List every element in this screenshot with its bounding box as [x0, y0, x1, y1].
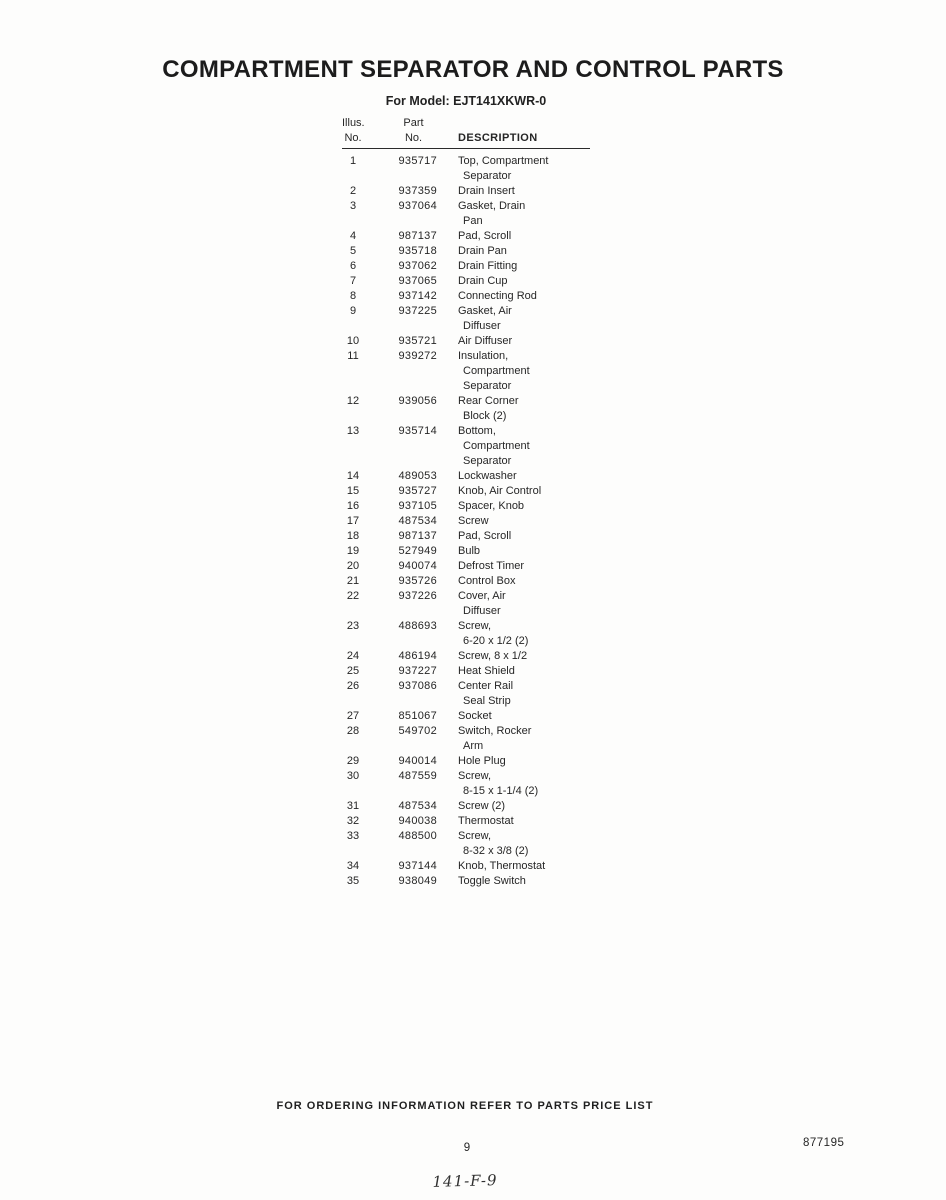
- table-row: [342, 844, 590, 859]
- table-row: [342, 754, 590, 769]
- table-row: [342, 484, 590, 499]
- table-row: [342, 649, 590, 664]
- part-no-cell: [364, 364, 437, 379]
- table-row: [342, 784, 590, 799]
- illus-no-cell: 28: [346, 725, 360, 737]
- table-row: [342, 499, 590, 514]
- part-no-cell: 488693: [398, 620, 437, 632]
- part-no-cell: 937359: [398, 185, 437, 197]
- illus-no-cell: 23: [346, 620, 360, 632]
- table-row: [342, 349, 590, 364]
- description-cell: Compartment: [463, 365, 530, 377]
- part-no-cell: 937065: [398, 275, 437, 287]
- part-no-cell: 987137: [398, 530, 437, 542]
- table-row: [342, 544, 590, 559]
- part-no-cell: [364, 439, 437, 454]
- table-row: [342, 739, 590, 754]
- part-no-header: Part: [403, 117, 424, 129]
- description-cell: Insulation,: [458, 350, 509, 362]
- table-row: [342, 589, 590, 604]
- description-cell: Pan: [463, 215, 483, 227]
- part-no-cell: [364, 844, 437, 859]
- table-header: [342, 116, 590, 149]
- description-cell: Pad, Scroll: [458, 230, 512, 242]
- description-cell: Gasket, Air: [458, 305, 512, 317]
- part-no-cell: 935726: [398, 575, 437, 587]
- description-cell: Pad, Scroll: [458, 530, 512, 542]
- illus-no-cell: 16: [346, 500, 360, 512]
- table-row: [342, 409, 590, 424]
- table-header-row-1: [342, 116, 590, 131]
- illus-no-cell: 1: [349, 155, 357, 167]
- description-cell: Screw,: [458, 620, 492, 632]
- table-row: [342, 469, 590, 484]
- table-row: [342, 424, 590, 439]
- part-no-header-line2: No.: [404, 132, 423, 144]
- table-row: [342, 514, 590, 529]
- part-no-cell: 549702: [398, 725, 437, 737]
- illus-no-cell: 29: [346, 755, 360, 767]
- description-cell: Top, Compartment: [458, 155, 549, 167]
- description-cell: Center Rail: [458, 680, 514, 692]
- table-row: [342, 154, 590, 169]
- illus-no-cell: 14: [346, 470, 360, 482]
- table-row: [342, 604, 590, 619]
- table-row: [342, 379, 590, 394]
- illus-no-cell: 22: [346, 590, 360, 602]
- part-no-cell: 487559: [398, 770, 437, 782]
- part-no-cell: 935721: [398, 335, 437, 347]
- part-no-cell: 937105: [398, 500, 437, 512]
- table-row: [342, 259, 590, 274]
- table-row: [342, 394, 590, 409]
- table-row: [342, 709, 590, 724]
- description-cell: Bottom,: [458, 425, 496, 437]
- illus-no-cell: 5: [349, 245, 357, 257]
- illus-no-cell: 30: [346, 770, 360, 782]
- illus-no-cell: 26: [346, 680, 360, 692]
- part-no-cell: 935714: [398, 425, 437, 437]
- part-no-cell: [364, 379, 437, 394]
- illus-no-cell: 17: [346, 515, 360, 527]
- description-cell: Compartment: [463, 440, 530, 452]
- description-cell: Screw,: [458, 770, 492, 782]
- illus-no-cell: 35: [346, 875, 360, 887]
- part-no-cell: 940014: [398, 755, 437, 767]
- description-cell: Screw (2): [458, 800, 506, 812]
- part-no-cell: 488500: [398, 830, 437, 842]
- part-no-cell: 940074: [398, 560, 437, 572]
- part-no-cell: [364, 454, 437, 469]
- table-row: [342, 619, 590, 634]
- illus-no-cell: [342, 694, 364, 709]
- illus-no-cell: 15: [346, 485, 360, 497]
- part-no-cell: 935717: [398, 155, 437, 167]
- part-no-cell: 935727: [398, 485, 437, 497]
- illus-no-cell: 33: [346, 830, 360, 842]
- illus-no-cell: [342, 409, 364, 424]
- illus-no-cell: [342, 739, 364, 754]
- description-header: DESCRIPTION: [458, 132, 538, 144]
- description-cell: Knob, Thermostat: [458, 860, 546, 872]
- illus-no-cell: 4: [349, 230, 357, 242]
- illus-no-cell: 12: [346, 395, 360, 407]
- description-cell: Connecting Rod: [458, 290, 537, 302]
- description-cell: Cover, Air: [458, 590, 506, 602]
- illus-no-cell: [342, 784, 364, 799]
- illus-no-cell: 31: [346, 800, 360, 812]
- table-row: [342, 454, 590, 469]
- description-cell: Gasket, Drain: [458, 200, 526, 212]
- table-row: [342, 859, 590, 874]
- description-cell: Drain Insert: [458, 185, 515, 197]
- table-row: [342, 244, 590, 259]
- illus-no-cell: 6: [349, 260, 357, 272]
- table-row: [342, 769, 590, 784]
- description-cell: Air Diffuser: [458, 335, 513, 347]
- part-no-cell: 937226: [398, 590, 437, 602]
- part-no-cell: 940038: [398, 815, 437, 827]
- document-number: 877195: [803, 1137, 845, 1149]
- illus-no-cell: 27: [346, 710, 360, 722]
- illus-no-cell: 9: [349, 305, 357, 317]
- table-row: [342, 364, 590, 379]
- illus-no-cell: [342, 364, 364, 379]
- table-row: [342, 439, 590, 454]
- illus-no-cell: 24: [346, 650, 360, 662]
- illus-no-cell: 11: [347, 350, 359, 362]
- table-row: [342, 829, 590, 844]
- description-cell: Defrost Timer: [458, 560, 525, 572]
- handwritten-annotation: 141-F-9: [432, 1171, 498, 1191]
- parts-table: [342, 116, 590, 889]
- part-no-cell: [364, 169, 437, 184]
- illus-no-cell: 21: [346, 575, 360, 587]
- part-no-cell: [364, 214, 437, 229]
- part-no-cell: 937225: [398, 305, 437, 317]
- description-cell: 8-15 x 1-1/4 (2): [463, 785, 539, 797]
- description-cell: Switch, Rocker: [458, 725, 532, 737]
- part-no-cell: 851067: [398, 710, 437, 722]
- part-no-cell: 527949: [398, 545, 437, 557]
- description-cell: Diffuser: [463, 605, 501, 617]
- table-row: [342, 529, 590, 544]
- illus-no-cell: [342, 844, 364, 859]
- part-no-cell: 939056: [398, 395, 437, 407]
- table-row: [342, 574, 590, 589]
- page-number: 9: [463, 1142, 471, 1154]
- part-no-cell: 937062: [398, 260, 437, 272]
- illus-no-cell: 32: [346, 815, 360, 827]
- part-no-cell: [364, 409, 437, 424]
- description-cell: Heat Shield: [458, 665, 515, 677]
- illus-no-cell: [342, 454, 364, 469]
- illus-no-cell: [342, 319, 364, 334]
- table-row: [342, 289, 590, 304]
- table-row: [342, 814, 590, 829]
- model-subtitle: For Model: EJT141XKWR-0: [385, 94, 547, 108]
- description-cell: Screw: [458, 515, 489, 527]
- part-no-cell: 487534: [398, 515, 437, 527]
- illus-no-cell: 25: [346, 665, 360, 677]
- part-no-cell: [364, 694, 437, 709]
- table-row: [342, 874, 590, 889]
- description-cell: Screw,: [458, 830, 492, 842]
- description-cell: Toggle Switch: [458, 875, 526, 887]
- illus-no-cell: 3: [349, 200, 357, 212]
- table-header-row-2: [342, 131, 590, 146]
- table-row: [342, 694, 590, 709]
- description-cell: Drain Cup: [458, 275, 508, 287]
- part-no-cell: 937227: [398, 665, 437, 677]
- part-no-cell: 935718: [398, 245, 437, 257]
- illus-no-cell: [342, 214, 364, 229]
- illus-no-cell: 7: [349, 275, 357, 287]
- description-cell: Seal Strip: [463, 695, 511, 707]
- illus-no-header-line2: No.: [344, 132, 362, 144]
- illus-no-cell: 13: [346, 425, 360, 437]
- table-row: [342, 724, 590, 739]
- table-row: [342, 664, 590, 679]
- table-row: [342, 319, 590, 334]
- description-cell: Thermostat: [458, 815, 514, 827]
- illus-no-cell: 2: [349, 185, 357, 197]
- description-cell: Bulb: [458, 545, 481, 557]
- description-cell: Screw, 8 x 1/2: [458, 650, 528, 662]
- part-no-cell: 489053: [398, 470, 437, 482]
- description-cell: Socket: [458, 710, 492, 722]
- illus-no-cell: [342, 379, 364, 394]
- description-cell: Separator: [463, 170, 512, 182]
- description-cell: Block (2): [463, 410, 507, 422]
- part-no-cell: [364, 739, 437, 754]
- description-cell: Arm: [463, 740, 484, 752]
- illus-no-header: Illus.: [342, 117, 365, 129]
- part-no-cell: 487534: [398, 800, 437, 812]
- description-cell: Spacer, Knob: [458, 500, 525, 512]
- table-row: [342, 184, 590, 199]
- table-row: [342, 679, 590, 694]
- description-cell: Drain Pan: [458, 245, 507, 257]
- page-title: COMPARTMENT SEPARATOR AND CONTROL PARTS: [162, 56, 784, 83]
- part-no-cell: [364, 634, 437, 649]
- part-no-cell: 937064: [398, 200, 437, 212]
- description-cell: Drain Fitting: [458, 260, 518, 272]
- table-row: [342, 334, 590, 349]
- part-no-cell: 937142: [398, 290, 437, 302]
- illus-no-cell: [342, 169, 364, 184]
- table-row: [342, 304, 590, 319]
- description-cell: Diffuser: [463, 320, 501, 332]
- table-row: [342, 274, 590, 289]
- description-cell: Separator: [463, 380, 512, 392]
- table-row: [342, 214, 590, 229]
- illus-no-cell: 20: [346, 560, 360, 572]
- description-cell: Lockwasher: [458, 470, 517, 482]
- illus-no-cell: [342, 439, 364, 454]
- part-no-cell: [364, 784, 437, 799]
- part-no-cell: 987137: [398, 230, 437, 242]
- description-cell: 8-32 x 3/8 (2): [463, 845, 529, 857]
- illus-no-cell: 19: [346, 545, 360, 557]
- illus-no-cell: [342, 604, 364, 619]
- part-no-cell: [364, 319, 437, 334]
- parts-table-body: [342, 149, 590, 889]
- table-row: [342, 634, 590, 649]
- table-row: [342, 199, 590, 214]
- part-no-cell: 486194: [398, 650, 437, 662]
- table-row: [342, 169, 590, 184]
- part-no-cell: 937086: [398, 680, 437, 692]
- illus-no-cell: [342, 634, 364, 649]
- description-cell: Knob, Air Control: [458, 485, 542, 497]
- part-no-cell: 938049: [398, 875, 437, 887]
- part-no-cell: 937144: [398, 860, 437, 872]
- part-no-cell: [364, 604, 437, 619]
- table-row: [342, 559, 590, 574]
- table-row: [342, 799, 590, 814]
- description-cell: Rear Corner: [458, 395, 519, 407]
- ordering-note: FOR ORDERING INFORMATION REFER TO PARTS PRICE LIST: [276, 1100, 654, 1112]
- illus-no-cell: 8: [349, 290, 357, 302]
- illus-no-cell: 34: [346, 860, 360, 872]
- description-cell: Separator: [463, 455, 512, 467]
- description-cell: Hole Plug: [458, 755, 506, 767]
- description-cell: Control Box: [458, 575, 516, 587]
- part-no-cell: 939272: [398, 350, 437, 362]
- illus-no-cell: 10: [346, 335, 360, 347]
- description-cell: 6-20 x 1/2 (2): [463, 635, 529, 647]
- illus-no-cell: 18: [346, 530, 360, 542]
- table-row: [342, 229, 590, 244]
